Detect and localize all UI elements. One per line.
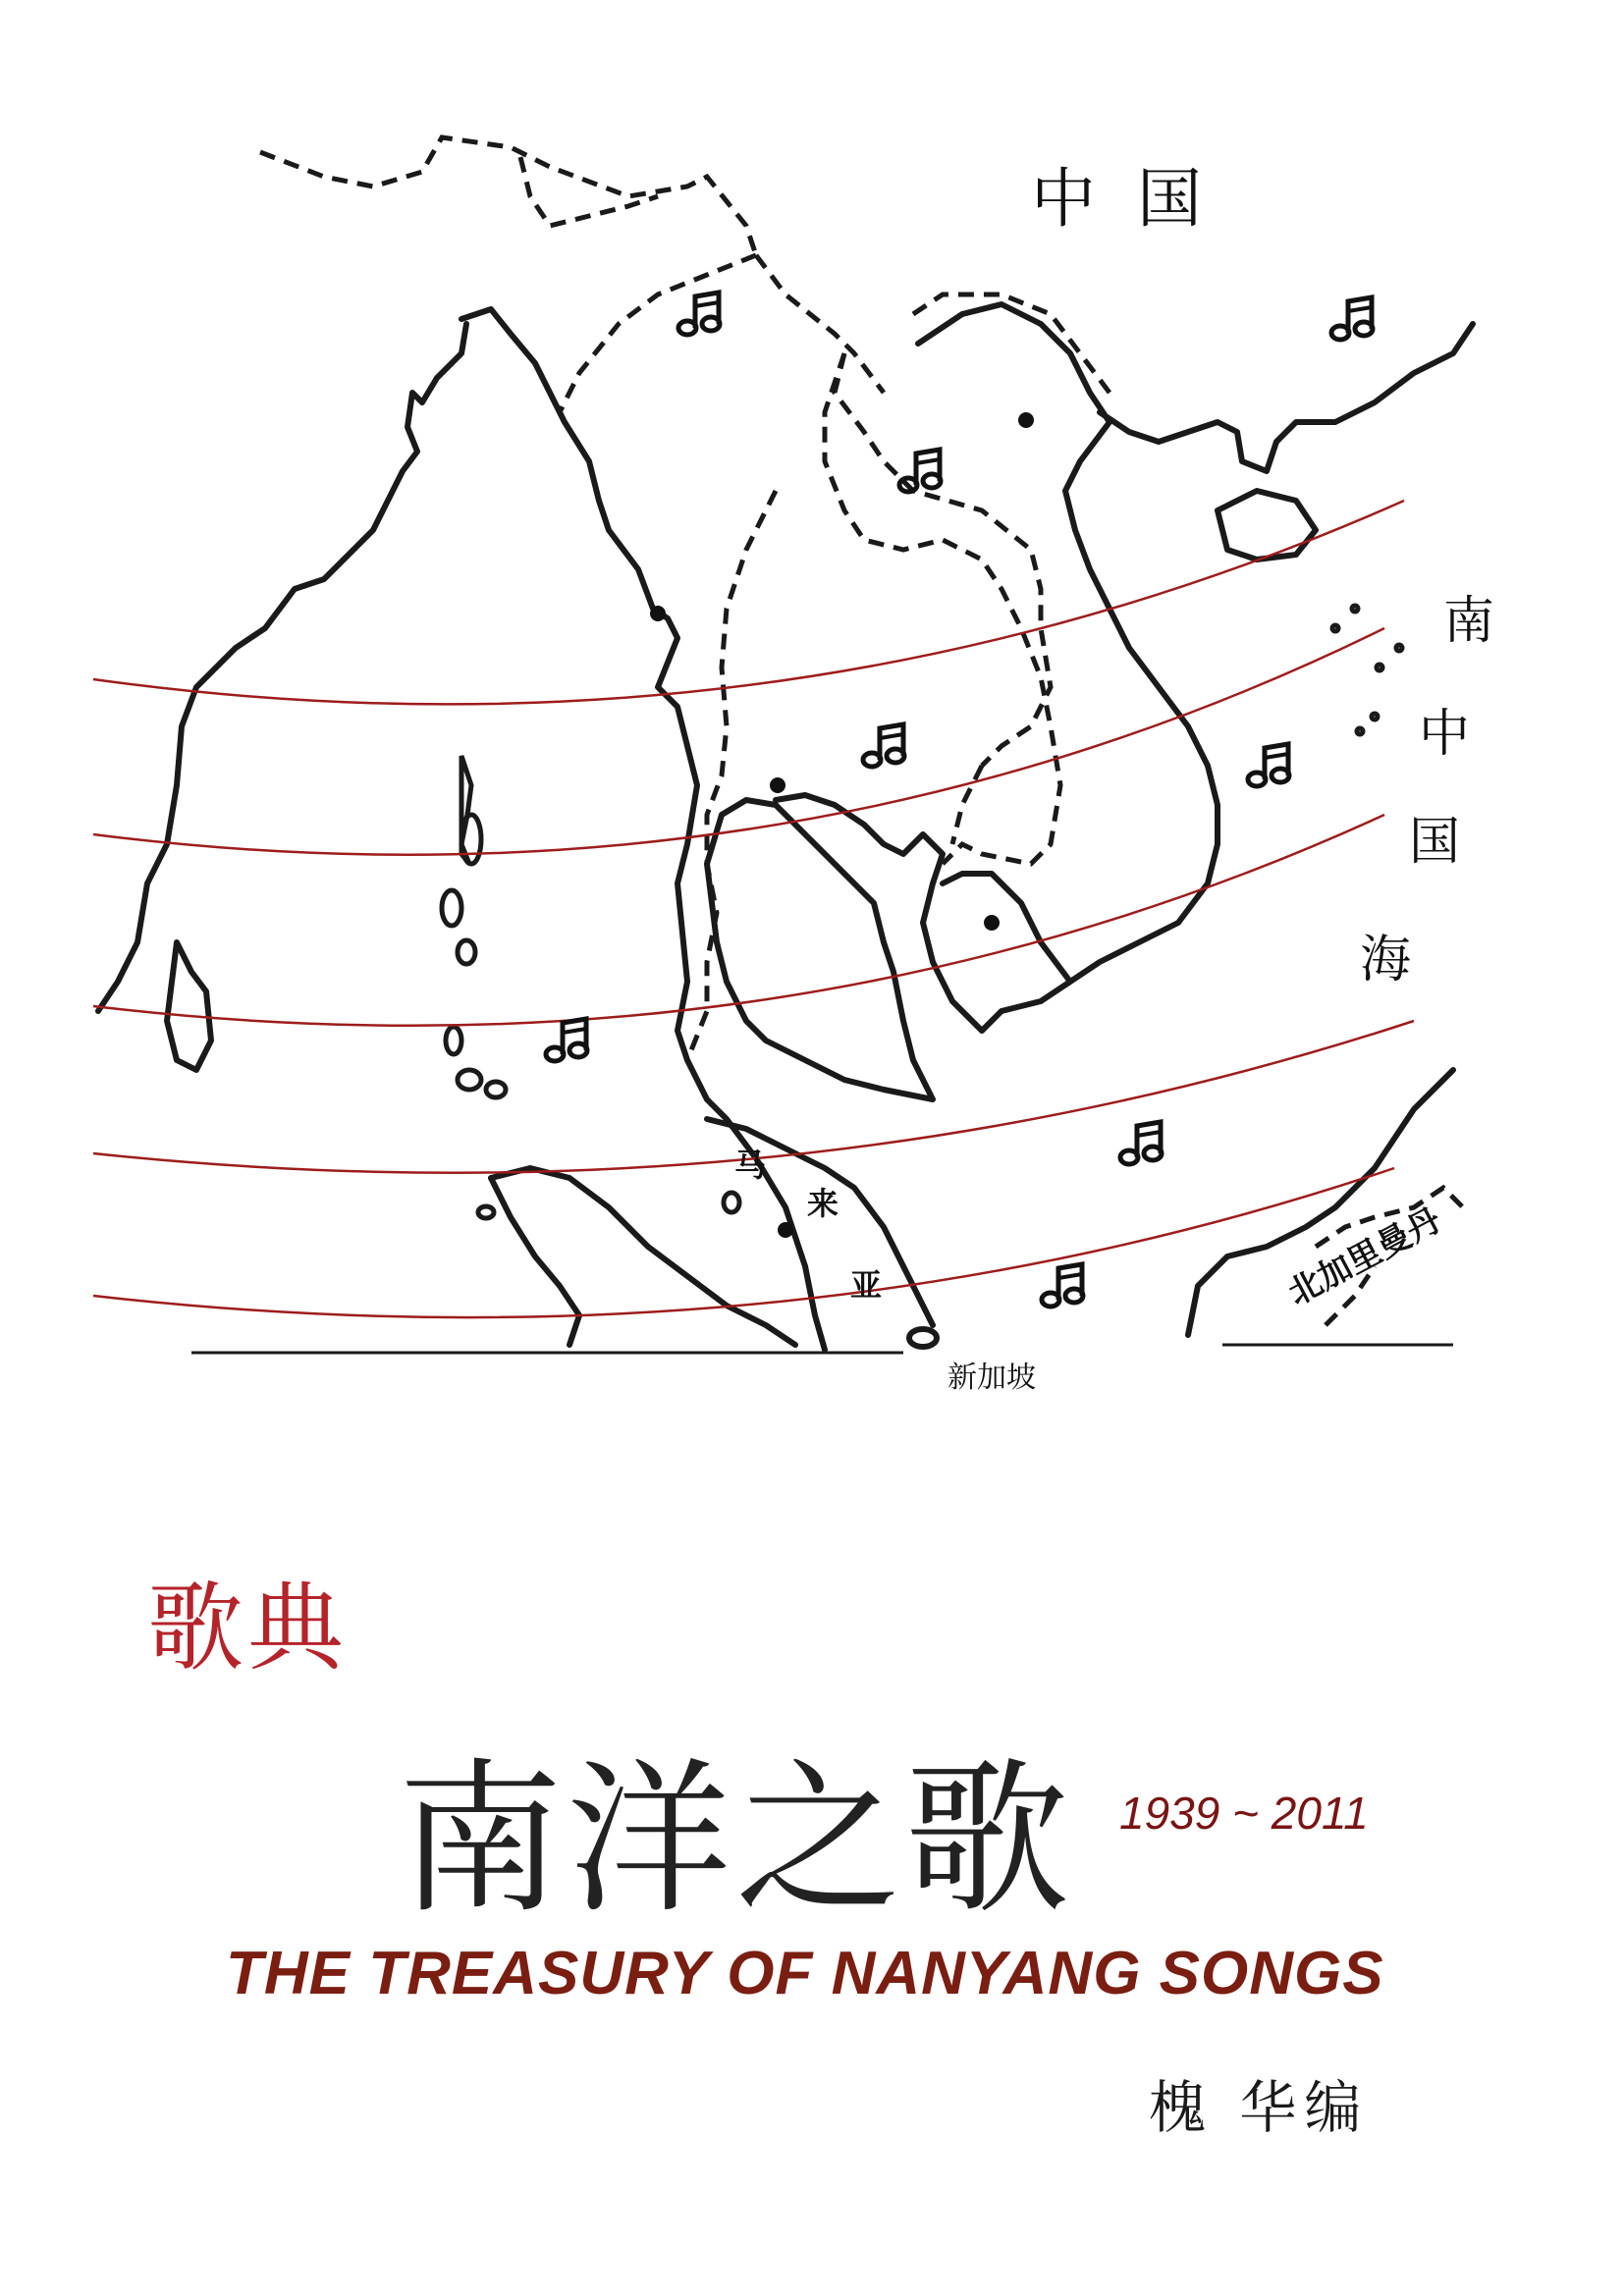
- label-malaya-3: 亚: [850, 1266, 883, 1304]
- music-note-icon: [1120, 1122, 1162, 1164]
- editor-credit: 槐 华编: [1149, 2074, 1370, 2141]
- label-south-china-sea-4: 海: [1360, 931, 1412, 989]
- label-malaya-1: 马: [734, 1147, 767, 1184]
- city-dots: [650, 412, 1034, 1238]
- music-note-icons: [546, 293, 1373, 1307]
- label-singapore: 新加坡: [947, 1361, 1036, 1395]
- label-south-china-sea-3: 国: [1409, 813, 1461, 872]
- label-china: 中 国: [1031, 161, 1202, 237]
- series-title: 歌典: [147, 1573, 349, 1684]
- music-note-icon: [678, 293, 720, 335]
- label-south-china-sea-1: 南: [1443, 592, 1495, 651]
- year-range: 1939 ~ 2011: [1119, 1788, 1369, 1839]
- music-note-icon: [546, 1019, 587, 1061]
- coastline: [98, 304, 1473, 1350]
- label-north-kalimantan: 北加里曼丹: [1281, 1200, 1448, 1313]
- label-malaya-2: 来: [807, 1185, 839, 1222]
- music-note-icon: [1248, 744, 1289, 786]
- islands: [442, 606, 1402, 1218]
- book-title: 南洋之歌: [398, 1743, 1073, 1936]
- english-title: THE TREASURY OF NANYANG SONGS: [226, 1940, 1384, 2007]
- label-south-china-sea-2: 中: [1419, 705, 1471, 764]
- latitude-lines: [93, 501, 1414, 1317]
- music-note-icon: [1331, 297, 1373, 340]
- music-note-icon: [863, 724, 904, 767]
- music-note-icon: [1042, 1264, 1083, 1307]
